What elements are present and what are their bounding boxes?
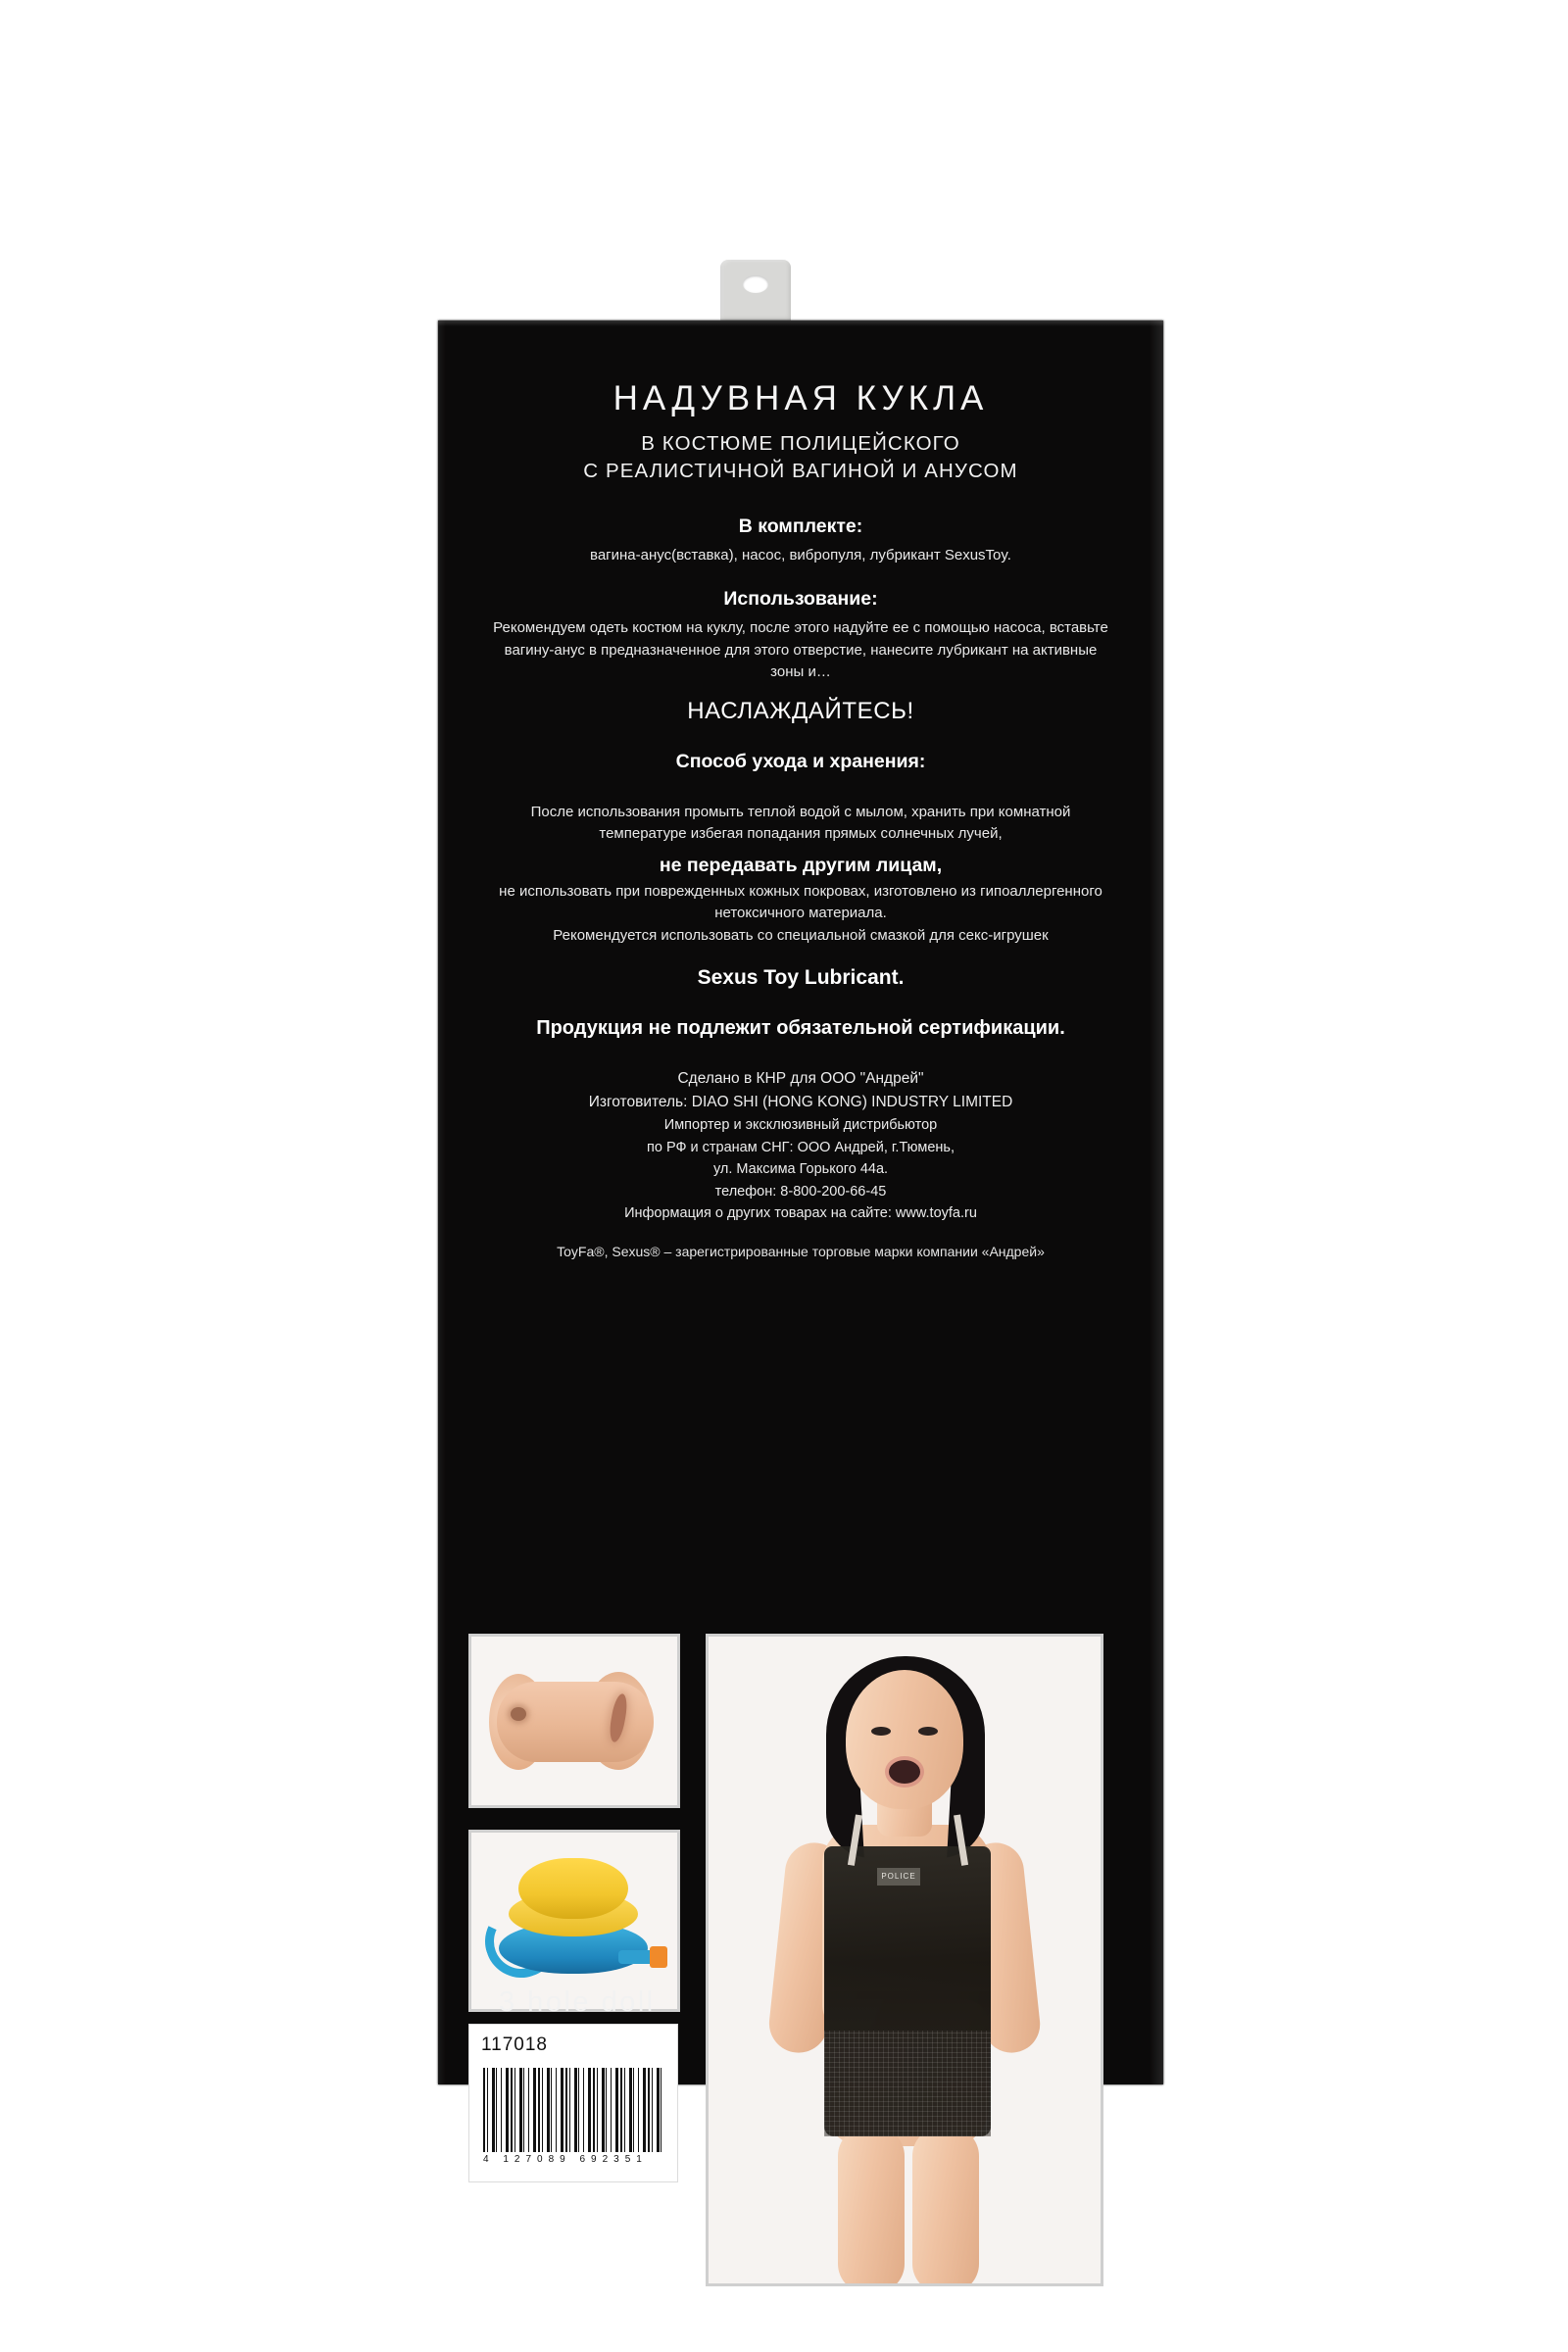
product-subtitle — [438, 430, 1163, 486]
care-text-2: не использовать при поврежденных кожных покровах, изготовлено из гипоаллергенного нетоксичного материала. — [499, 882, 1102, 922]
care-strong-line: не передавать другим лицам, — [659, 854, 943, 876]
care-text-3: Рекомендуется использовать со специальной смазкой для секс-игрушек — [553, 926, 1049, 944]
doll-dress — [824, 1846, 991, 2136]
doll-left-eye — [871, 1727, 891, 1736]
doll-mouth — [889, 1760, 920, 1784]
insert-photo — [468, 1634, 680, 1808]
hang-tab — [720, 260, 791, 324]
product-title: НАДУВНАЯ КУКЛА — [612, 379, 989, 417]
product-subtitle-line-2: С РЕАЛИСТИЧНОЙ ВАГИНОЙ И АНУСОМ — [583, 460, 1018, 483]
barcode-number: 117018 — [481, 2034, 548, 2055]
pump-nozzle-tip — [650, 1946, 667, 1968]
phone-line: телефон: 8-800-200-66-45 — [714, 1183, 887, 1200]
certification-note: Продукция не подлежит обязательной сертификации. — [536, 1017, 1065, 1040]
kit-text: вагина-анус(вставка), насос, вибропуля, лубрикант SexusToy. — [590, 546, 1011, 564]
care-heading: Способ ухода и хранения: — [675, 750, 926, 772]
legal-block — [438, 1067, 1163, 1224]
package-text-panel — [438, 320, 1163, 1259]
barcode-label — [468, 2024, 678, 2182]
pump-bellow-upper — [518, 1858, 628, 1919]
doll-dress-mesh-panel — [824, 2031, 991, 2136]
made-in-line: Сделано в КНР для ООО "Андрей" — [677, 1070, 924, 1088]
enjoy-text: НАСЛАЖДАЙТЕСЬ! — [687, 697, 914, 724]
kit-heading: В комплекте: — [738, 514, 863, 537]
hang-tab-hole — [743, 275, 768, 293]
address-line: ул. Максима Горького 44а. — [712, 1161, 889, 1178]
doll-right-eye — [918, 1727, 938, 1736]
usage-text: Рекомендуем одеть костюм на куклу, после этого надуйте ее с помощью насоса, вставьте вагину-анус в предназначенное для этого отверстие, нанесите лубрикант на активные зоны и… — [493, 619, 1108, 681]
doll-left-leg — [838, 2127, 905, 2286]
care-text: После использования промыть теплой водой с мылом, хранить при комнатной температуре избегая попадания прямых солнечных лучей, — [530, 803, 1071, 843]
tagline-text: 3 hole doll — [499, 1986, 656, 2018]
trademark-line: ToyFa®, Sexus® – зарегистрированные торговые марки компании «Андрей» — [557, 1244, 1045, 1260]
importer-line-1: Импортер и эксклюзивный дистрибьютор — [663, 1117, 938, 1134]
lubricant-name: Sexus Toy Lubricant. — [697, 966, 905, 990]
insert-body — [497, 1682, 654, 1762]
importer-line-2: по РФ и странам СНГ: ООО Андрей, г.Тюмень, — [647, 1139, 955, 1155]
usage-heading: Использование: — [723, 588, 878, 611]
website-line: Информация о других товарах на сайте: www.toyfa.ru — [624, 1204, 977, 1221]
barcode-digits: 4 127089 692351 — [483, 2154, 648, 2165]
doll-head — [846, 1670, 963, 1809]
police-badge-label: POLICE — [877, 1868, 920, 1886]
product-subtitle-line-1: В КОСТЮМЕ ПОЛИЦЕЙСКОГО — [641, 432, 960, 455]
manufacturer-line: Изготовитель: DIAO SHI (HONG KONG) INDUSTRY LIMITED — [588, 1094, 1013, 1111]
insert-anus-opening — [511, 1707, 526, 1721]
doll-right-leg — [912, 2127, 979, 2286]
doll-photo — [706, 1634, 1103, 2286]
barcode-bars — [483, 2068, 663, 2152]
pump-photo — [468, 1830, 680, 2012]
product-box — [438, 320, 1163, 2165]
